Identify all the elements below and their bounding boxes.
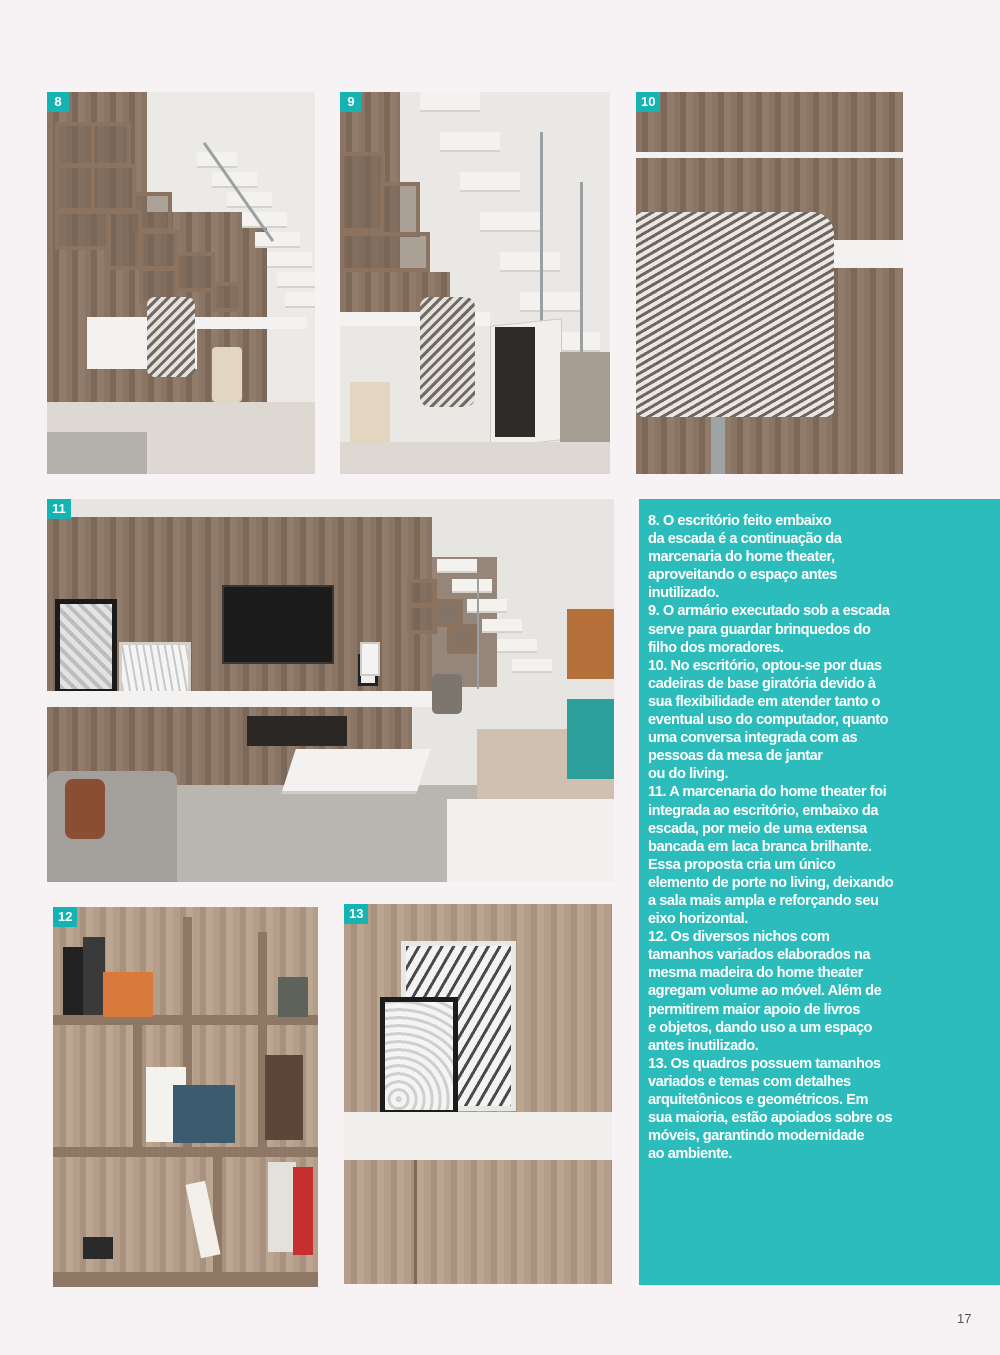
caption-panel: [639, 499, 1000, 1285]
photo-label: 12: [53, 907, 77, 927]
photo-8: [47, 92, 315, 474]
photo-label: 9: [340, 92, 362, 112]
photo-label: 8: [47, 92, 69, 112]
photo-12: [53, 907, 318, 1287]
photo-13: [344, 904, 612, 1284]
page-number: 17: [957, 1311, 972, 1326]
photo-10: [636, 92, 903, 474]
photo-11: [47, 499, 614, 882]
photo-9: [340, 92, 610, 474]
caption-text: 8. O escritório feito embaixo da escada é a continuação da marcenaria do home theater, aproveitando o espaço antes inutilizado. 9. O armário executado sob a escada serve para guardar brinquedos do filho dos moradores. 10. No escritório, optou-se por duas cadeiras de base giratória devido à sua flexibilidade em atender tanto o eventual uso do computador, quanto uma conversa integrada com as pessoas da mesa de jantar ou do living. 11. A marcenaria do home theater foi integrada ao escritório, embaixo da escada, por meio de uma extensa bancada em laca branca brilhante. Essa proposta cria um único elemento de porte no living, deixando a sala mais ampla e reforçando seu eixo horizontal. 12. Os diversos nichos com tamanhos variados elaborados na mesma madeira do home theater agregam volume ao móvel. Além de permitirem maior apoio de livros e objetos, dando uso a um espaço antes inutilizado. 13. Os quadros possuem tamanhos variados e temas com detalhes arquitetônicos e geométricos. Em sua maioria, estão apoiados sobre os móveis, garantindo modernidade ao ambiente.: [648, 513, 894, 1163]
photo-label: 10: [636, 92, 660, 112]
photo-label: 13: [344, 904, 368, 924]
photo-label: 11: [47, 499, 71, 519]
